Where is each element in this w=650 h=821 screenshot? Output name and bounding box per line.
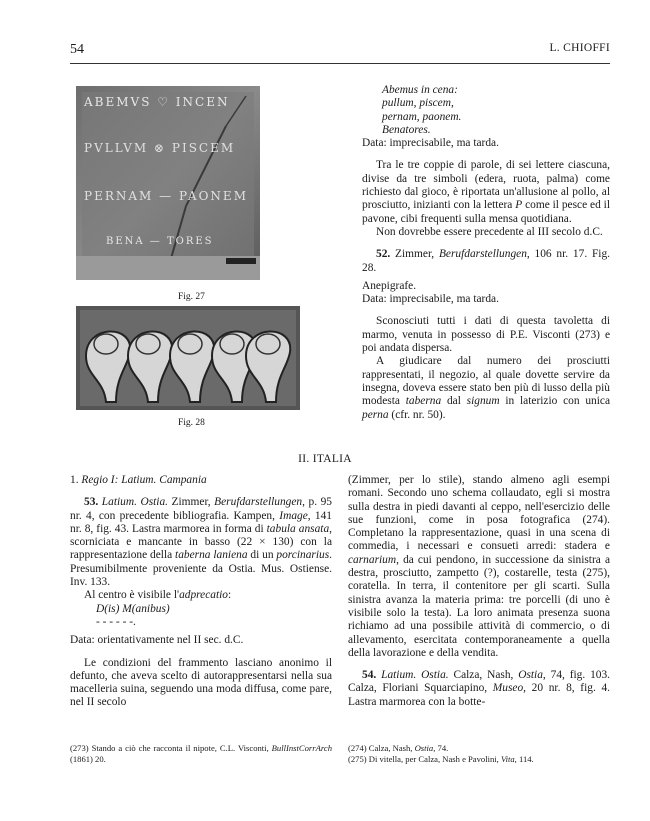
paragraph: Sconosciuti tutti i dati di questa tavoletta di marmo, venuta in possesso di P.E. Visconti (273) e poi andata dispersa. <box>362 315 610 355</box>
verse-line: Benatores. <box>382 123 431 136</box>
header-rule <box>70 63 610 64</box>
fig27-inscription-line-2: PVLLVM ⊗ PISCEM <box>84 141 236 155</box>
fig27-inscription-line-4: BENA — TORES <box>106 236 214 247</box>
footnote-273: (273) Stando a ciò che racconta il nipote, C.L. Visconti, BullInstCorrArch (1861) 20. <box>70 743 332 764</box>
paragraph: A giudicare dal numero dei prosciutti rappresentati, il negozio, al quale dovette servire da insegna, doveva essere stato ben più di lusso della più modesta taberna dal signum in laterizio con unica perna (cfr. nr. 50). <box>362 355 610 421</box>
paragraph: Al centro è visibile l'adprecatio: <box>84 589 232 602</box>
subheading: 1. Regio I: Latium. Campania <box>70 474 207 486</box>
figure-28-caption: Fig. 28 <box>178 418 205 428</box>
paragraph: Non dovrebbe essere precedente al III secolo d.C. <box>376 225 603 238</box>
left-column-lower <box>70 474 332 710</box>
catalogue-entry-54: 54. Latium. Ostia. Calza, Nash, Ostia, 74, fig. 103. Calza, Floriani Squarciapino, Museo, 20 nr. 8, fig. 4. Lastra marmorea con la botte- <box>348 669 611 708</box>
footnotes-right <box>348 743 610 764</box>
dating-line: Data: orientativamente nel II sec. d.C. <box>70 634 244 647</box>
verse-line: pullum, piscem, <box>382 97 454 110</box>
dating-line: Data: imprecisabile, ma tarda. <box>362 293 499 306</box>
verse-line: pernam, paonem. <box>382 110 462 123</box>
footnote-275: (275) Di vitella, per Calza, Nash e Pavolini, Vita, 114. <box>348 753 534 764</box>
right-column-lower <box>348 474 610 709</box>
anepigrafe-line: Anepigrafe. <box>362 279 417 292</box>
catalogue-entry-52: 52. Zimmer, Berufdarstellungen, 106 nr. 17. Fig. 28. <box>362 248 611 274</box>
catalogue-entry-53: 53. Latium. Ostia. Zimmer, Berufdarstellungen, p. 95 nr. 4, con precedente bibliografia. Kampen, Image, 141 nr. 8, fig. 43. Lastra marmorea in forma di tabula ansata, scorniciata e mancante in basso (22 × 130) con la rappresentazione della taberna laniena di un porcinarius. Presumibilmente proveniente da Ostia. Mus. Ostiense. Inv. 133. <box>70 496 333 589</box>
dating-line: Data: imprecisabile, ma tarda. <box>362 137 499 150</box>
inscription-verse <box>362 84 610 137</box>
verse-line: Abemus in cena: <box>382 84 458 96</box>
page-header <box>70 42 610 64</box>
paragraph: Le condizioni del frammento lasciano anonimo il defunto, che aveva scelto di autorappresentarsi nella sua macelleria suina, seguendo una moda diffusa, come pare, nel II secolo <box>70 656 332 709</box>
fig27-inscription-line-3: PERNAM — PAONEM <box>84 189 248 203</box>
page-number: 54 <box>70 42 84 57</box>
paragraph: (Zimmer, per lo stile), stando almeno agli esempi romani. Secondo uno schema collaudato, egli si mostra sulla destra in piedi davanti al ceppo, nell'esercizio delle sue funzioni, come in posa fotografica (274). Completano la rappresentazione, quasi in una scena di commedia, i necessari e consueti arredi: stadera e carnarium, da cui pendono, in successione da sinistra a destra, prosciutto, zampetto (?), costarelle, testa (275), coratella. In terra, il contenitore per gli scarti. Sulla sinistra avanza la materia prima: tre porcelli (di uno è visibile solo la testa). La loro animata presenza suona richiamo ad una possibile attività di commercio, o di allevamento, esercitata contemporaneamente a quella della lavorazione e della vendita. <box>348 474 610 659</box>
figure-27-photo <box>76 86 260 280</box>
running-head-author: L. CHIOFFI <box>549 42 610 54</box>
fig27-inscription-line-1: ABEMVS ♡ INCEN <box>84 95 230 109</box>
figure-28-photo <box>76 306 300 410</box>
right-column-upper <box>362 84 610 422</box>
paragraph: Tra le tre coppie di parole, di sei lettere ciascuna, divise da tre simboli (edera, ruota, palma) come richiesto dal gioco, è riportata un'allusione al pollo, al prosciutto, inizianti con la lettera P come il pesce ed il pavone, cibi frequenti sulla mensa quotidiana. <box>362 159 610 225</box>
section-title: II. ITALIA <box>298 453 352 465</box>
inscription-lacuna: - - - - - -. <box>96 615 136 628</box>
footnote-274: (274) Calza, Nash, Ostia, 74. <box>348 743 449 753</box>
inscription-text: D(is) M(anibus) <box>96 602 170 615</box>
figure-27-caption: Fig. 27 <box>178 292 205 302</box>
